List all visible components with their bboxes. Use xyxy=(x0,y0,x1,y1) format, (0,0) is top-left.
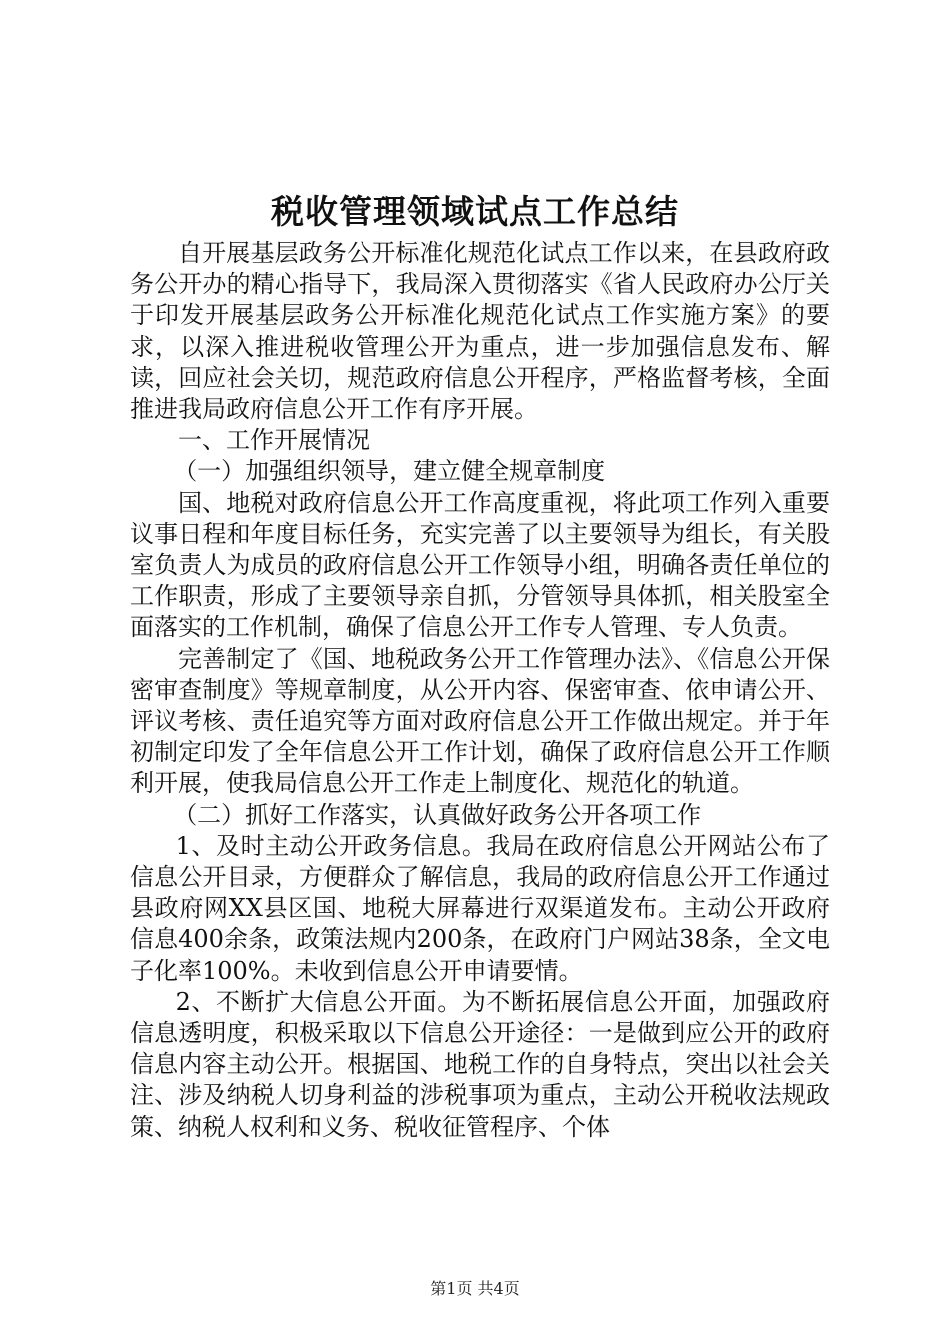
document-body xyxy=(130,238,830,1143)
page-footer: 第1页 共4页 xyxy=(430,1279,520,1298)
intro-paragraph: 自开展基层政务公开标准化规范化试点工作以来，在县政府政务公开办的精心指导下，我局深入贯彻落实《省人民政府办公厅关于印发开展基层政务公开标准化规范化试点工作实施方案》的要求，以深入推进税收管理公开为重点，进一步加强信息发布、解读，回应社会关切，规范政府信息公开程序，严格监督考核，全面推进我局政府信息公开工作有序开展。 xyxy=(130,239,830,424)
body-paragraph: 国、地税对政府信息公开工作高度重视，将此项工作列入重要议事日程和年度目标任务，充实完善了以主要领导为组长，有关股室负责人为成员的政府信息公开工作领导小组，明确各责任单位的工作职责，形成了主要领导亲自抓，分管领导具体抓，相关股室全面落实的工作机制，确保了信息公开工作专人管理、专人负责。 xyxy=(130,488,830,642)
subsection-heading: （二）抓好工作落实，认真做好政务公开各项工作 xyxy=(173,800,702,829)
numbered-paragraph: 1、及时主动公开政务信息。我局在政府信息公开网站公布了信息公开目录，方便群众了解信息，我局的政府信息公开工作通过县政府网XX县区国、地税大屏幕进行双渠道发布。主动公开政府信息400余条，政策法规内200条，在政府门户网站38条，全文电子化率100%。未收到信息公开申请要情。 xyxy=(130,831,830,985)
section-heading: 一、工作开展情况 xyxy=(178,426,370,455)
body-paragraph: 完善制定了《国、地税政务公开工作管理办法》、《信息公开保密审查制度》等规章制度，从公开内容、保密审查、依申请公开、评议考核、责任追究等方面对政府信息公开工作做出规定。并于年初制定印发了全年信息公开工作计划，确保了政府信息公开工作顺利开展，使我局信息公开工作走上制度化、规范化的轨道。 xyxy=(130,644,830,798)
subsection-heading: （一）加强组织领导，建立健全规章制度 xyxy=(173,457,606,486)
document-title: 税收管理领域试点工作总结 xyxy=(271,192,679,231)
numbered-paragraph: 2、不断扩大信息公开面。为不断拓展信息公开面，加强政府信息透明度，积极采取以下信息公开途径：一是做到应公开的政府信息内容主动公开。根据国、地税工作的自身特点，突出以社会关注、涉及纳税人切身利益的涉税事项为重点，主动公开税收法规政策、纳税人权利和义务、税收征管程序、个体 xyxy=(130,987,830,1141)
